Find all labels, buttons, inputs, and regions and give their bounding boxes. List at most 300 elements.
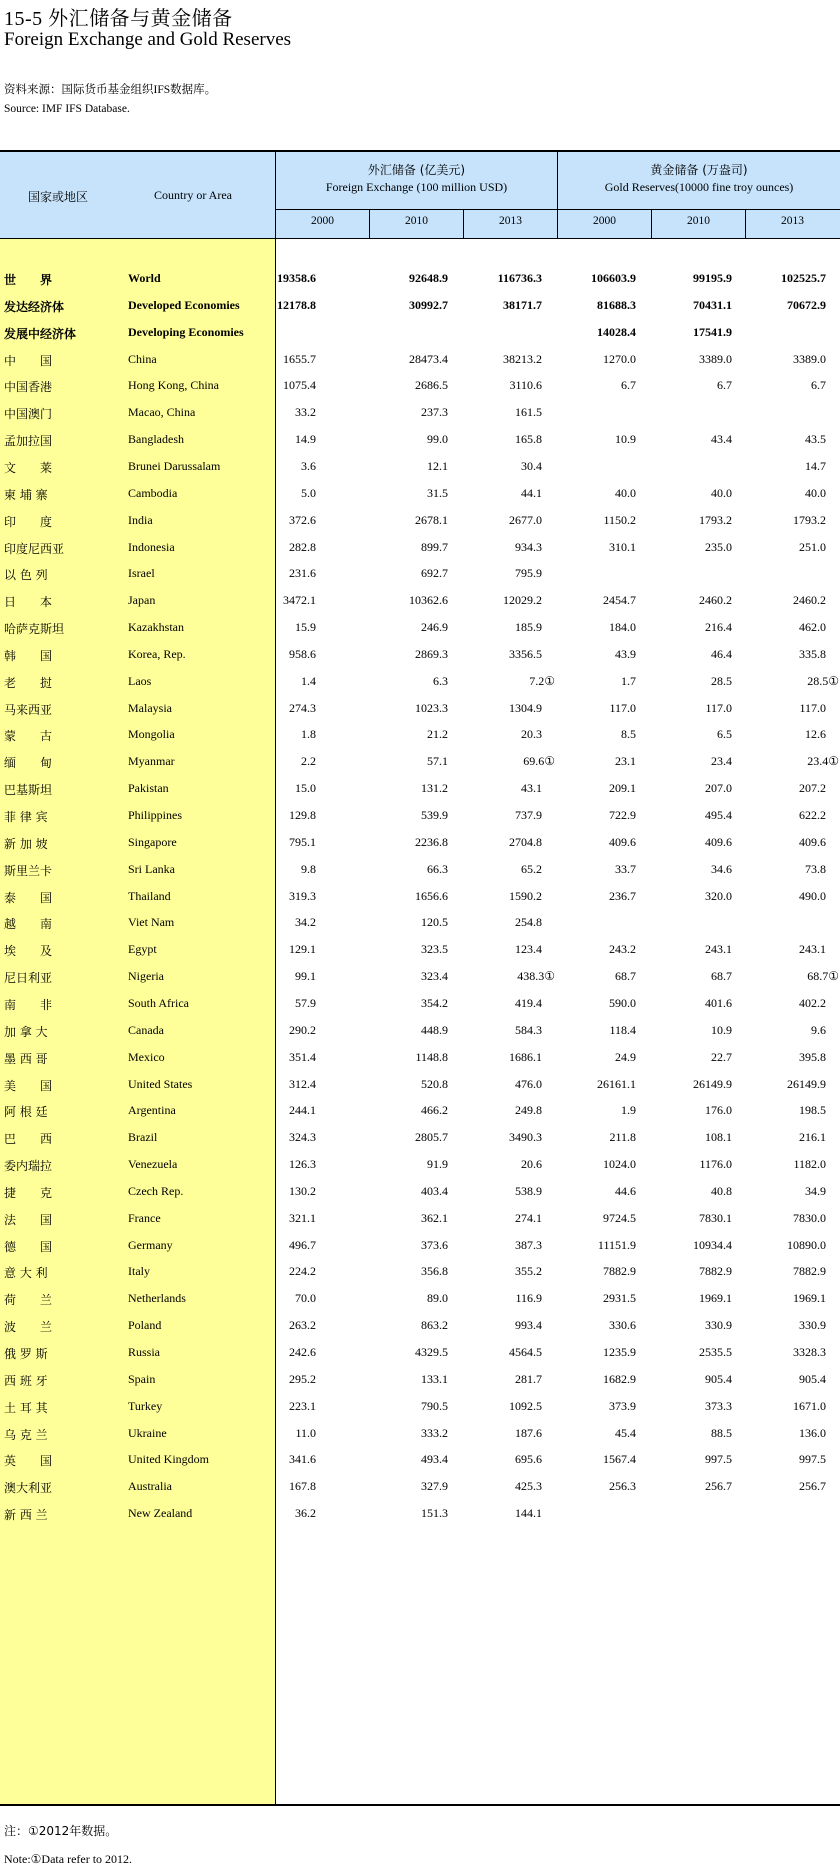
gold-value-cell: 40.8 bbox=[711, 1183, 732, 1198]
country-name-en: Myanmar bbox=[128, 754, 175, 769]
country-name-en: India bbox=[128, 512, 153, 527]
fx-value-cell: 99.0 bbox=[427, 432, 448, 447]
fx-value-cell: 89.0 bbox=[427, 1291, 448, 1306]
source-en: Source: IMF IFS Database. bbox=[4, 103, 130, 115]
country-name-zh: 荷 兰 bbox=[4, 1293, 53, 1308]
fx-value-cell: 539.9 bbox=[421, 808, 448, 822]
country-name-en: Nigeria bbox=[128, 969, 164, 984]
country-name-en: Italy bbox=[128, 1264, 150, 1279]
gold-value-cell: 1671.0 bbox=[793, 1398, 826, 1413]
country-name-zh: 斯里兰卡 bbox=[4, 863, 53, 878]
gold-value-cell: 1969.1 bbox=[793, 1291, 826, 1306]
gold-value-cell: 409.6 bbox=[799, 834, 826, 849]
country-name-zh: 柬 埔 寨 bbox=[4, 487, 48, 502]
country-name-zh: 捷 克 bbox=[4, 1185, 53, 1200]
gold-value-cell: 490.0 bbox=[799, 888, 826, 903]
fx-value-cell: 695.6 bbox=[515, 1452, 542, 1467]
reserves-table bbox=[0, 150, 840, 1806]
country-name-en: Netherlands bbox=[128, 1291, 186, 1306]
gold-value-cell: 3328.3 bbox=[793, 1345, 826, 1359]
gold-value-cell: 117.0 bbox=[609, 700, 636, 715]
gold-value-cell: 43.5 bbox=[805, 432, 826, 447]
country-name-zh: 发达经济体 bbox=[4, 299, 65, 314]
fx-value-cell: 249.8 bbox=[515, 1103, 542, 1118]
country-name-zh: 新 加 坡 bbox=[4, 836, 48, 851]
country-name-en: Egypt bbox=[128, 942, 157, 957]
gold-value-cell: 43.4 bbox=[711, 432, 732, 447]
fx-value-cell: 419.4 bbox=[515, 995, 542, 1010]
gold-value-cell: 1270.0 bbox=[603, 351, 636, 366]
fx-value-cell: 274.1 bbox=[515, 1210, 542, 1225]
country-name-en: Argentina bbox=[128, 1103, 176, 1118]
fx-value-cell: 57.1 bbox=[427, 754, 448, 769]
fx-value-cell: 351.4 bbox=[289, 1049, 316, 1064]
gold-value-cell: 10.9 bbox=[711, 1022, 732, 1037]
country-name-en: South Africa bbox=[128, 995, 189, 1010]
gold-value-cell: 495.4 bbox=[705, 808, 732, 822]
country-name-zh: 西 班 牙 bbox=[4, 1373, 48, 1388]
gold-value-cell: 7830.0 bbox=[793, 1210, 826, 1225]
fx-value-cell: 863.2 bbox=[421, 1318, 448, 1333]
header-gold-zh: 黄金储备 (万盎司) bbox=[650, 163, 748, 177]
fx-value-cell: 323.4 bbox=[421, 969, 448, 984]
gold-value-cell: 235.0 bbox=[705, 539, 732, 554]
fx-value-cell: 70.0 bbox=[295, 1291, 316, 1306]
country-name-zh: 意 大 利 bbox=[4, 1266, 48, 1281]
gold-value-cell: 1793.2 bbox=[699, 512, 732, 527]
fx-value-cell: 6.3 bbox=[433, 673, 448, 688]
fx-value-cell: 692.7 bbox=[421, 566, 448, 581]
gold-value-cell: 6.7 bbox=[811, 378, 826, 393]
fx-value-cell: 151.3 bbox=[421, 1506, 448, 1521]
fx-value-cell: 790.5 bbox=[421, 1398, 448, 1413]
fx-value-cell: 133.1 bbox=[421, 1371, 448, 1386]
gold-value-cell: 8.5 bbox=[621, 727, 636, 742]
gold-value-cell: 22.7 bbox=[711, 1049, 732, 1064]
country-name-en: Germany bbox=[128, 1237, 173, 1252]
gold-value-cell: 6.5 bbox=[717, 727, 732, 742]
fx-value-cell: 3.6 bbox=[301, 458, 316, 473]
fx-value-cell: 2678.1 bbox=[415, 512, 448, 527]
country-name-zh: 美 国 bbox=[4, 1078, 53, 1093]
gold-value-cell: 211.8 bbox=[609, 1130, 636, 1145]
header-gold-en: Gold Reserves(10000 fine troy ounces) bbox=[604, 180, 794, 194]
gold-value-cell: 6.7 bbox=[717, 378, 732, 393]
gold-value-cell: 9724.5 bbox=[603, 1210, 636, 1225]
gold-value-cell: 46.4 bbox=[711, 646, 732, 661]
gold-value-cell: 216.1 bbox=[799, 1130, 826, 1145]
gold-value-cell: 330.6 bbox=[609, 1318, 636, 1333]
gold-value-cell: 905.4 bbox=[705, 1371, 732, 1386]
fx-value-cell: 327.9 bbox=[421, 1479, 448, 1494]
country-name-en: Malaysia bbox=[128, 700, 172, 715]
gold-value-cell: 7882.9 bbox=[699, 1264, 732, 1279]
fx-value-cell: 324.3 bbox=[289, 1130, 316, 1145]
gold-value-cell: 88.5 bbox=[711, 1425, 732, 1440]
fx-value-cell: 1.8 bbox=[301, 727, 316, 742]
header-country-en: Country or Area bbox=[154, 188, 232, 202]
gold-value-cell: 108.1 bbox=[705, 1130, 732, 1145]
fx-value-cell: 795.1 bbox=[289, 834, 316, 849]
gold-value-cell: 26149.9 bbox=[787, 1076, 826, 1091]
fx-value-cell: 33.2 bbox=[295, 405, 316, 420]
fx-value-cell: 12.1 bbox=[427, 458, 448, 473]
fx-value-cell: 15.9 bbox=[295, 620, 316, 635]
page-title-zh: 15-5 外汇储备与黄金储备 bbox=[4, 8, 233, 30]
fx-value-cell: 584.3 bbox=[515, 1022, 542, 1037]
country-name-zh: 墨 西 哥 bbox=[4, 1051, 48, 1066]
country-name-zh: 英 国 bbox=[4, 1454, 53, 1469]
gold-value-cell: 70431.1 bbox=[693, 297, 732, 312]
country-name-zh: 波 兰 bbox=[4, 1320, 53, 1335]
gold-value-cell: 1182.0 bbox=[793, 1157, 826, 1172]
fx-value-cell: 993.4 bbox=[515, 1318, 542, 1333]
fx-value-cell: 28473.4 bbox=[409, 351, 448, 366]
gold-value-cell: 26149.9 bbox=[693, 1076, 732, 1091]
fx-value-cell: 403.4 bbox=[421, 1183, 448, 1198]
fx-value-cell: 1655.7 bbox=[283, 351, 316, 366]
table-row bbox=[0, 1498, 840, 1530]
country-name-zh: 中 国 bbox=[4, 353, 53, 368]
country-name-en: Pakistan bbox=[128, 781, 169, 796]
fx-value-cell: 65.2 bbox=[521, 861, 542, 876]
fx-value-cell: 958.6 bbox=[289, 646, 316, 661]
fx-value-cell: 476.0 bbox=[515, 1076, 542, 1091]
country-name-zh: 菲 律 宾 bbox=[4, 810, 48, 824]
fx-value-cell: 362.1 bbox=[421, 1210, 448, 1225]
fx-value-cell: 123.4 bbox=[515, 942, 542, 957]
gold-value-cell: 44.6 bbox=[615, 1183, 636, 1198]
fx-value-cell: 10362.6 bbox=[409, 593, 448, 608]
gold-value-cell: 997.5 bbox=[799, 1452, 826, 1467]
gold-value-cell: 1024.0 bbox=[603, 1157, 636, 1172]
gold-value-cell: 243.2 bbox=[609, 942, 636, 957]
country-name-en: Russia bbox=[128, 1345, 161, 1359]
fx-value-cell: 1148.8 bbox=[415, 1049, 448, 1064]
country-name-zh: 蒙 古 bbox=[4, 729, 53, 744]
gold-value-cell: 14028.4 bbox=[597, 324, 636, 339]
gold-value-cell: 236.7 bbox=[609, 888, 636, 903]
country-name-en: Brazil bbox=[128, 1130, 158, 1145]
country-name-en: Cambodia bbox=[128, 485, 178, 500]
gold-value-cell: 2454.7 bbox=[603, 593, 636, 608]
fx-value-cell: 290.2 bbox=[289, 1022, 316, 1037]
gold-value-cell: 256.7 bbox=[799, 1479, 826, 1494]
fx-value-cell: 1092.5 bbox=[509, 1398, 542, 1413]
country-name-en: Hong Kong, China bbox=[128, 378, 219, 393]
fx-value-cell: 281.7 bbox=[515, 1371, 542, 1386]
fx-value-cell: 20.3 bbox=[521, 727, 542, 742]
gold-value-cell: 2931.5 bbox=[603, 1291, 636, 1306]
country-name-en: Venezuela bbox=[128, 1157, 178, 1172]
fx-value-cell: 5.0 bbox=[301, 485, 316, 500]
gold-value-cell: 1567.4 bbox=[603, 1452, 636, 1467]
gold-value-cell: 3389.0 bbox=[793, 351, 826, 366]
fx-value-cell: 187.6 bbox=[515, 1425, 542, 1440]
gold-value-cell: 462.0 bbox=[799, 620, 826, 635]
fx-value-cell: 934.3 bbox=[515, 539, 542, 554]
country-name-en: Mexico bbox=[128, 1049, 165, 1064]
gold-value-cell: 3389.0 bbox=[699, 351, 732, 366]
gold-value-cell: 207.0 bbox=[705, 781, 732, 796]
fx-value-cell: 185.9 bbox=[515, 620, 542, 635]
country-name-en: Singapore bbox=[128, 834, 177, 849]
fx-value-cell: 496.7 bbox=[289, 1237, 316, 1252]
fx-value-cell: 312.4 bbox=[289, 1076, 316, 1091]
gold-value-cell: 11151.9 bbox=[597, 1237, 636, 1252]
gold-value-cell: 320.0 bbox=[705, 888, 732, 903]
country-name-zh: 巴 西 bbox=[4, 1132, 53, 1147]
gold-value-cell: 1176.0 bbox=[699, 1157, 732, 1172]
country-name-en: Indonesia bbox=[128, 539, 175, 554]
fx-value-cell: 15.0 bbox=[295, 781, 316, 796]
fx-value-cell: 1590.2 bbox=[509, 888, 542, 903]
fx-value-cell: 2.2 bbox=[301, 754, 316, 769]
fx-value-cell: 319.3 bbox=[289, 888, 316, 903]
fx-value-cell: 66.3 bbox=[427, 861, 448, 876]
fx-value-cell: 30.4 bbox=[521, 458, 542, 473]
fx-value-cell: 3110.6 bbox=[509, 378, 542, 393]
gold-value-cell: 409.6 bbox=[705, 834, 732, 849]
fx-value-cell: 130.2 bbox=[289, 1183, 316, 1198]
fx-value-cell: 295.2 bbox=[289, 1371, 316, 1386]
gold-value-cell: 207.2 bbox=[799, 781, 826, 796]
header-year: 2010 bbox=[687, 215, 710, 227]
gold-value-cell: 184.0 bbox=[609, 620, 636, 635]
fx-value-cell: 448.9 bbox=[421, 1022, 448, 1037]
country-name-zh: 中国澳门 bbox=[4, 407, 53, 422]
gold-value-cell: 10.9 bbox=[615, 432, 636, 447]
gold-value-cell: 23.4① bbox=[807, 754, 839, 769]
fx-value-cell: 11.0 bbox=[295, 1425, 316, 1440]
fx-value-cell: 899.7 bbox=[421, 539, 448, 554]
fx-value-cell: 12029.2 bbox=[503, 593, 542, 608]
country-name-en: Bangladesh bbox=[128, 432, 184, 447]
fx-value-cell: 493.4 bbox=[421, 1452, 448, 1467]
fx-value-cell: 1686.1 bbox=[509, 1049, 542, 1064]
fx-value-cell: 373.6 bbox=[421, 1237, 448, 1252]
fx-value-cell: 20.6 bbox=[521, 1157, 542, 1172]
fx-value-cell: 167.8 bbox=[289, 1479, 316, 1494]
country-name-en: Viet Nam bbox=[128, 915, 175, 930]
country-name-zh: 乌 克 兰 bbox=[4, 1427, 48, 1442]
country-name-en: Mongolia bbox=[128, 727, 175, 742]
gold-value-cell: 256.7 bbox=[705, 1479, 732, 1494]
gold-value-cell: 70672.9 bbox=[787, 297, 826, 312]
fx-value-cell: 129.1 bbox=[289, 942, 316, 957]
gold-value-cell: 176.0 bbox=[705, 1103, 732, 1118]
gold-value-cell: 622.2 bbox=[799, 808, 826, 822]
gold-value-cell: 73.8 bbox=[805, 861, 826, 876]
fx-value-cell: 274.3 bbox=[289, 700, 316, 715]
gold-value-cell: 14.7 bbox=[805, 458, 826, 473]
country-name-en: Philippines bbox=[128, 808, 183, 822]
fx-value-cell: 161.5 bbox=[515, 405, 542, 420]
country-name-zh: 法 国 bbox=[4, 1212, 53, 1227]
country-name-en: Developed Economies bbox=[128, 297, 240, 312]
fx-value-cell: 4564.5 bbox=[509, 1345, 542, 1359]
fx-value-cell: 131.2 bbox=[421, 781, 448, 796]
gold-value-cell: 409.6 bbox=[609, 834, 636, 849]
gold-value-cell: 12.6 bbox=[805, 727, 826, 742]
country-name-zh: 发展中经济体 bbox=[4, 326, 77, 341]
header-fx-en: Foreign Exchange (100 million USD) bbox=[325, 180, 508, 194]
header-year: 2000 bbox=[311, 215, 334, 227]
header-year: 2010 bbox=[405, 215, 428, 227]
country-name-zh: 俄 罗 斯 bbox=[4, 1347, 48, 1361]
fx-value-cell: 2704.8 bbox=[509, 834, 542, 849]
gold-value-cell: 118.4 bbox=[609, 1022, 636, 1037]
fx-value-cell: 91.9 bbox=[427, 1157, 448, 1172]
gold-value-cell: 43.9 bbox=[615, 646, 636, 661]
fx-value-cell: 30992.7 bbox=[409, 297, 448, 312]
country-name-zh: 土 耳 其 bbox=[4, 1400, 48, 1415]
fx-value-cell: 333.2 bbox=[421, 1425, 448, 1440]
fx-value-cell: 2686.5 bbox=[415, 378, 448, 393]
gold-value-cell: 24.9 bbox=[615, 1049, 636, 1064]
country-name-en: World bbox=[128, 271, 161, 285]
country-name-zh: 哈萨克斯坦 bbox=[4, 622, 65, 637]
fx-value-cell: 795.9 bbox=[515, 566, 542, 581]
country-name-zh: 澳大利亚 bbox=[4, 1481, 53, 1496]
fx-value-cell: 129.8 bbox=[289, 808, 316, 822]
country-name-en: Developing Economies bbox=[128, 324, 244, 339]
gold-value-cell: 243.1 bbox=[799, 942, 826, 957]
fx-value-cell: 9.8 bbox=[301, 861, 316, 876]
fx-value-cell: 44.1 bbox=[521, 485, 542, 500]
gold-value-cell: 106603.9 bbox=[591, 271, 636, 285]
gold-value-cell: 1793.2 bbox=[793, 512, 826, 527]
gold-value-cell: 45.4 bbox=[615, 1425, 636, 1440]
country-name-zh: 泰 国 bbox=[4, 890, 53, 905]
country-name-en: Czech Rep. bbox=[128, 1183, 184, 1198]
fx-value-cell: 19358.6 bbox=[277, 271, 316, 285]
gold-value-cell: 2535.5 bbox=[699, 1345, 732, 1359]
country-name-zh: 孟加拉国 bbox=[4, 434, 53, 449]
fx-value-cell: 2805.7 bbox=[415, 1130, 448, 1145]
fx-value-cell: 341.6 bbox=[289, 1452, 316, 1467]
fx-value-cell: 1023.3 bbox=[415, 700, 448, 715]
country-name-zh: 韩 国 bbox=[4, 648, 53, 663]
gold-value-cell: 401.6 bbox=[705, 995, 732, 1010]
fx-value-cell: 38171.7 bbox=[503, 297, 542, 312]
gold-value-cell: 216.4 bbox=[705, 620, 732, 635]
country-name-en: Sri Lanka bbox=[128, 861, 175, 876]
country-name-zh: 新 西 兰 bbox=[4, 1508, 48, 1523]
fx-value-cell: 321.1 bbox=[289, 1210, 316, 1225]
fx-value-cell: 12178.8 bbox=[277, 297, 316, 312]
fx-value-cell: 7.2① bbox=[529, 673, 555, 688]
country-name-zh: 南 非 bbox=[4, 997, 53, 1012]
fx-value-cell: 3472.1 bbox=[283, 593, 316, 608]
country-name-en: Laos bbox=[128, 673, 152, 688]
country-name-en: Israel bbox=[128, 566, 155, 581]
fx-value-cell: 120.5 bbox=[421, 915, 448, 930]
fx-value-cell: 356.8 bbox=[421, 1264, 448, 1279]
fx-value-cell: 246.9 bbox=[421, 620, 448, 635]
country-name-zh: 巴基斯坦 bbox=[4, 783, 53, 798]
gold-value-cell: 330.9 bbox=[705, 1318, 732, 1333]
fx-value-cell: 1.4 bbox=[301, 673, 316, 688]
fx-value-cell: 116.9 bbox=[515, 1291, 542, 1306]
fx-value-cell: 1075.4 bbox=[283, 378, 316, 393]
country-name-en: Australia bbox=[128, 1479, 172, 1494]
fx-value-cell: 92648.9 bbox=[409, 271, 448, 285]
header-foreign-exchange bbox=[276, 162, 557, 196]
gold-value-cell: 1.7 bbox=[621, 673, 636, 688]
fx-value-cell: 466.2 bbox=[421, 1103, 448, 1118]
country-name-en: Ukraine bbox=[128, 1425, 167, 1440]
country-name-zh: 印度尼西亚 bbox=[4, 541, 65, 556]
country-name-zh: 越 南 bbox=[4, 917, 53, 932]
gold-value-cell: 9.6 bbox=[811, 1022, 826, 1037]
fx-value-cell: 2677.0 bbox=[509, 512, 542, 527]
country-name-en: Thailand bbox=[128, 888, 171, 903]
fx-value-cell: 387.3 bbox=[515, 1237, 542, 1252]
gold-value-cell: 1150.2 bbox=[603, 512, 636, 527]
header-year: 2013 bbox=[499, 215, 522, 227]
gold-value-cell: 23.4 bbox=[711, 754, 732, 769]
gold-value-cell: 905.4 bbox=[799, 1371, 826, 1386]
gold-value-cell: 256.3 bbox=[609, 1479, 636, 1494]
country-name-zh: 缅 甸 bbox=[4, 756, 53, 771]
gold-value-cell: 373.9 bbox=[609, 1398, 636, 1413]
source-zh: 资料来源：国际货币基金组织IFS数据库。 bbox=[4, 84, 217, 96]
country-name-en: France bbox=[128, 1210, 161, 1225]
country-name-zh: 老 挝 bbox=[4, 675, 53, 690]
country-name-zh: 文 莱 bbox=[4, 460, 53, 475]
gold-value-cell: 310.1 bbox=[609, 539, 636, 554]
country-name-zh: 尼日利亚 bbox=[4, 971, 53, 986]
gold-value-cell: 68.7① bbox=[807, 969, 839, 984]
country-name-zh: 阿 根 廷 bbox=[4, 1105, 48, 1120]
fx-value-cell: 1656.6 bbox=[415, 888, 448, 903]
gold-value-cell: 335.8 bbox=[799, 646, 826, 661]
gold-value-cell: 209.1 bbox=[609, 781, 636, 796]
gold-value-cell: 243.1 bbox=[705, 942, 732, 957]
gold-value-cell: 7882.9 bbox=[793, 1264, 826, 1279]
fx-value-cell: 538.9 bbox=[515, 1183, 542, 1198]
fx-value-cell: 99.1 bbox=[295, 969, 316, 984]
gold-value-cell: 23.1 bbox=[615, 754, 636, 769]
country-name-en: Kazakhstan bbox=[128, 620, 184, 635]
fx-value-cell: 165.8 bbox=[515, 432, 542, 447]
gold-value-cell: 7882.9 bbox=[603, 1264, 636, 1279]
fx-value-cell: 2869.3 bbox=[415, 646, 448, 661]
fx-value-cell: 36.2 bbox=[295, 1506, 316, 1521]
country-name-zh: 中国香港 bbox=[4, 380, 53, 395]
header-mid-rule bbox=[276, 209, 840, 210]
table-bottom-rule bbox=[0, 1804, 840, 1806]
gold-value-cell: 34.9 bbox=[805, 1183, 826, 1198]
header-year: 2013 bbox=[781, 215, 804, 227]
country-name-en: Canada bbox=[128, 1022, 164, 1037]
country-name-zh: 世 界 bbox=[4, 273, 53, 287]
fx-value-cell: 223.1 bbox=[289, 1398, 316, 1413]
country-name-en: Poland bbox=[128, 1318, 162, 1333]
fx-value-cell: 31.5 bbox=[427, 485, 448, 500]
fx-value-cell: 231.6 bbox=[289, 566, 316, 581]
gold-value-cell: 395.8 bbox=[799, 1049, 826, 1064]
fx-value-cell: 3490.3 bbox=[509, 1130, 542, 1145]
gold-value-cell: 40.0 bbox=[805, 485, 826, 500]
fx-value-cell: 425.3 bbox=[515, 1479, 542, 1494]
fx-value-cell: 438.3① bbox=[517, 969, 555, 984]
fx-value-cell: 224.2 bbox=[289, 1264, 316, 1279]
gold-value-cell: 198.5 bbox=[799, 1103, 826, 1118]
gold-value-cell: 40.0 bbox=[711, 485, 732, 500]
gold-value-cell: 33.7 bbox=[615, 861, 636, 876]
